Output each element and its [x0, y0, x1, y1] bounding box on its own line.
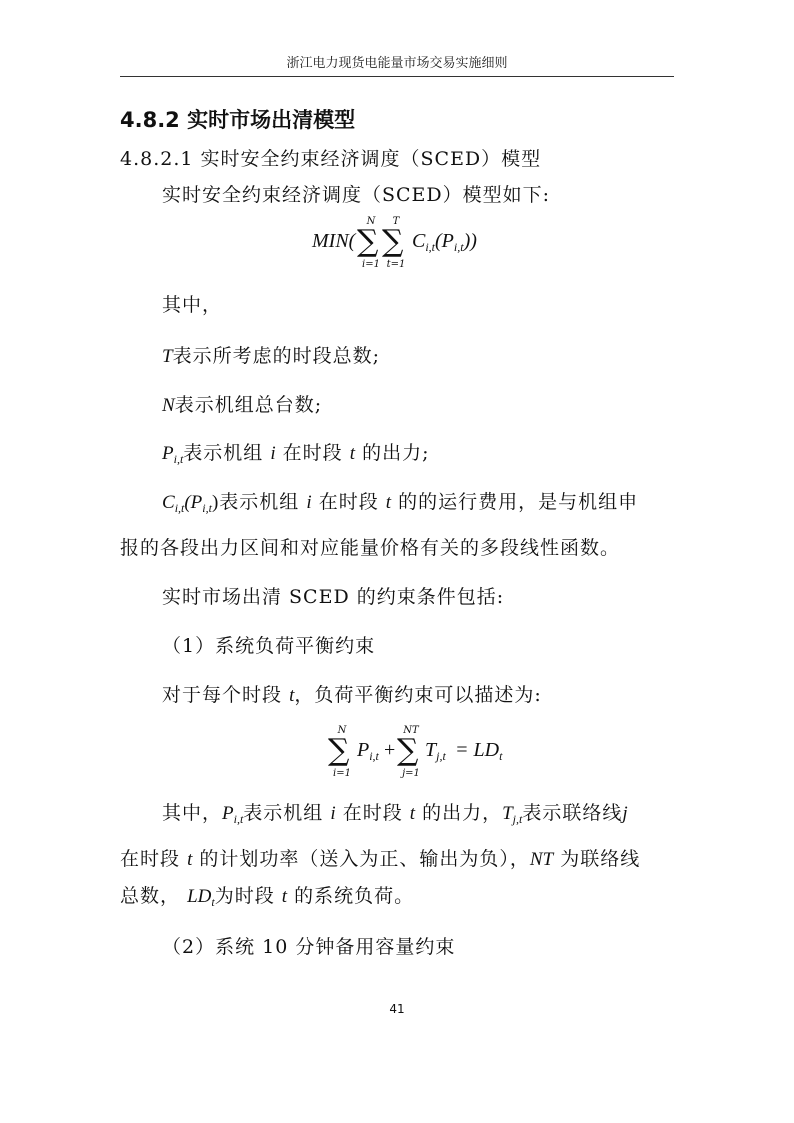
sym-LD-sub: t: [211, 895, 215, 909]
sym-t: t: [289, 685, 295, 706]
sym-C-close: ): [211, 492, 220, 513]
formula2-plus: +: [384, 739, 396, 761]
constraint1-line3: [120, 881, 414, 910]
c1-line2-a: 在时段: [120, 848, 181, 870]
def-P-text1: 表示机组: [183, 442, 264, 464]
subsection-heading: 4.8.2.1 实时安全约束经济调度（SCED）模型: [120, 148, 542, 170]
sym-t: t: [409, 803, 416, 824]
cost-symbol: C: [412, 230, 426, 252]
sym-C: C: [162, 492, 175, 513]
cost-arg-sub: i,t: [453, 240, 464, 254]
c1-where-d: 的出力，: [422, 802, 503, 824]
sum1-upper: N: [366, 216, 376, 227]
sum-gen-lower: i=1: [333, 768, 351, 779]
intro-paragraph: 实时安全约束经济调度（SCED）模型如下:: [162, 184, 551, 206]
formula-cost: [412, 230, 477, 255]
eq-LD: = LD: [455, 739, 500, 761]
def-C-text3: 的的运行费用，是与机组申: [398, 491, 639, 513]
header-rule: [120, 76, 674, 77]
sum1-lower: i=1: [362, 259, 380, 270]
sym-i: i: [330, 803, 336, 824]
cost-close: )): [463, 230, 477, 252]
running-header: 浙江电力现货电能量市场交易实施细则: [286, 56, 508, 71]
where-label: 其中，: [162, 294, 223, 316]
sym-C-arg: (P: [184, 492, 203, 513]
sym-i: i: [270, 443, 276, 464]
constraint1-line2: [120, 844, 640, 871]
def-T: [162, 341, 380, 368]
page-number: 41: [389, 1002, 405, 1016]
c1-line2-b: 的计划功率（送入为正、输出为负），: [199, 848, 530, 870]
cost-sub: i,t: [425, 240, 436, 254]
formula-min: MIN(: [312, 230, 356, 252]
c1-line3-b: 为时段: [214, 885, 275, 907]
sym-T: T: [502, 803, 513, 824]
LD-sub: t: [499, 749, 503, 763]
def-P: [162, 438, 429, 467]
sum-gen-sigma: ∑: [328, 733, 350, 768]
sym-P-sub: i,t: [233, 812, 244, 826]
def-P-text3: 的出力;: [362, 442, 430, 464]
constraint1-where: [162, 798, 628, 827]
formula2-LD: [455, 739, 502, 764]
constraints-intro: 实时市场出清 SCED 的约束条件包括:: [162, 586, 505, 608]
sum2-sigma: ∑: [382, 224, 404, 259]
constraint1-title: （1）系统负荷平衡约束: [162, 635, 376, 657]
def-T-text: 表示所考虑的时段总数;: [172, 345, 380, 367]
c1-line3-c: 的系统负荷。: [294, 885, 415, 907]
def-N: [162, 390, 322, 417]
formula2-T: [425, 739, 446, 764]
sym-t: t: [385, 492, 392, 513]
constraint2-title: （2）系统 10 分钟备用容量约束: [162, 936, 456, 958]
c1-desc-b: ，负荷平衡约束可以描述为:: [294, 684, 542, 706]
constraint1-desc: [162, 680, 542, 707]
T-symbol: T: [425, 739, 437, 761]
sym-T-sub: j,t: [512, 812, 523, 826]
formula2-P: [357, 739, 379, 764]
def-N-text: 表示机组总台数;: [174, 394, 323, 416]
sum-gen-upper: N: [337, 725, 347, 736]
c1-where-c: 在时段: [342, 802, 403, 824]
sum2-lower: t=1: [386, 259, 406, 270]
def-C-line2: 报的各段出力区间和对应能量价格有关的多段线性函数。: [120, 537, 621, 559]
sym-C-sub: i,t: [174, 501, 185, 515]
P-symbol: P: [357, 739, 370, 761]
sym-NT: NT: [529, 849, 554, 870]
c1-desc-a: 对于每个时段: [162, 684, 283, 706]
T-sub: j,t: [436, 749, 446, 763]
sym-P: P: [222, 803, 234, 824]
sym-N: N: [162, 395, 175, 416]
sym-C-argsub: i,t: [202, 501, 212, 515]
sym-P: P: [162, 443, 174, 464]
def-P-text2: 在时段: [282, 442, 343, 464]
sum1-sigma: ∑: [357, 224, 379, 259]
sym-i: i: [306, 492, 312, 513]
sum2-upper: T: [392, 216, 400, 227]
c1-where-b: 表示机组: [243, 802, 324, 824]
sym-t: t: [281, 886, 288, 907]
section-heading: 4.8.2 实时市场出清模型: [120, 108, 356, 132]
def-C-text2: 在时段: [318, 491, 379, 513]
sym-P-sub: i,t: [173, 452, 184, 466]
sym-LD: LD: [187, 886, 212, 907]
sum-tie-upper: NT: [403, 725, 419, 736]
cost-arg: (P: [435, 230, 454, 252]
sum-tie-sigma: ∑: [397, 733, 419, 768]
c1-where-e: 表示联络线: [522, 802, 623, 824]
c1-line2-c: 为联络线: [560, 848, 641, 870]
sym-t: t: [349, 443, 356, 464]
def-C-text1: 表示机组: [219, 491, 300, 513]
def-C: [162, 487, 638, 516]
sym-j: j: [622, 803, 628, 824]
c1-where-a: 其中，: [162, 802, 223, 824]
P-sub: i,t: [369, 749, 379, 763]
c1-line3-a: 总数，: [120, 885, 181, 907]
sym-T: T: [162, 346, 173, 367]
sym-t: t: [187, 849, 193, 870]
sum-tie-lower: j=1: [402, 768, 420, 779]
